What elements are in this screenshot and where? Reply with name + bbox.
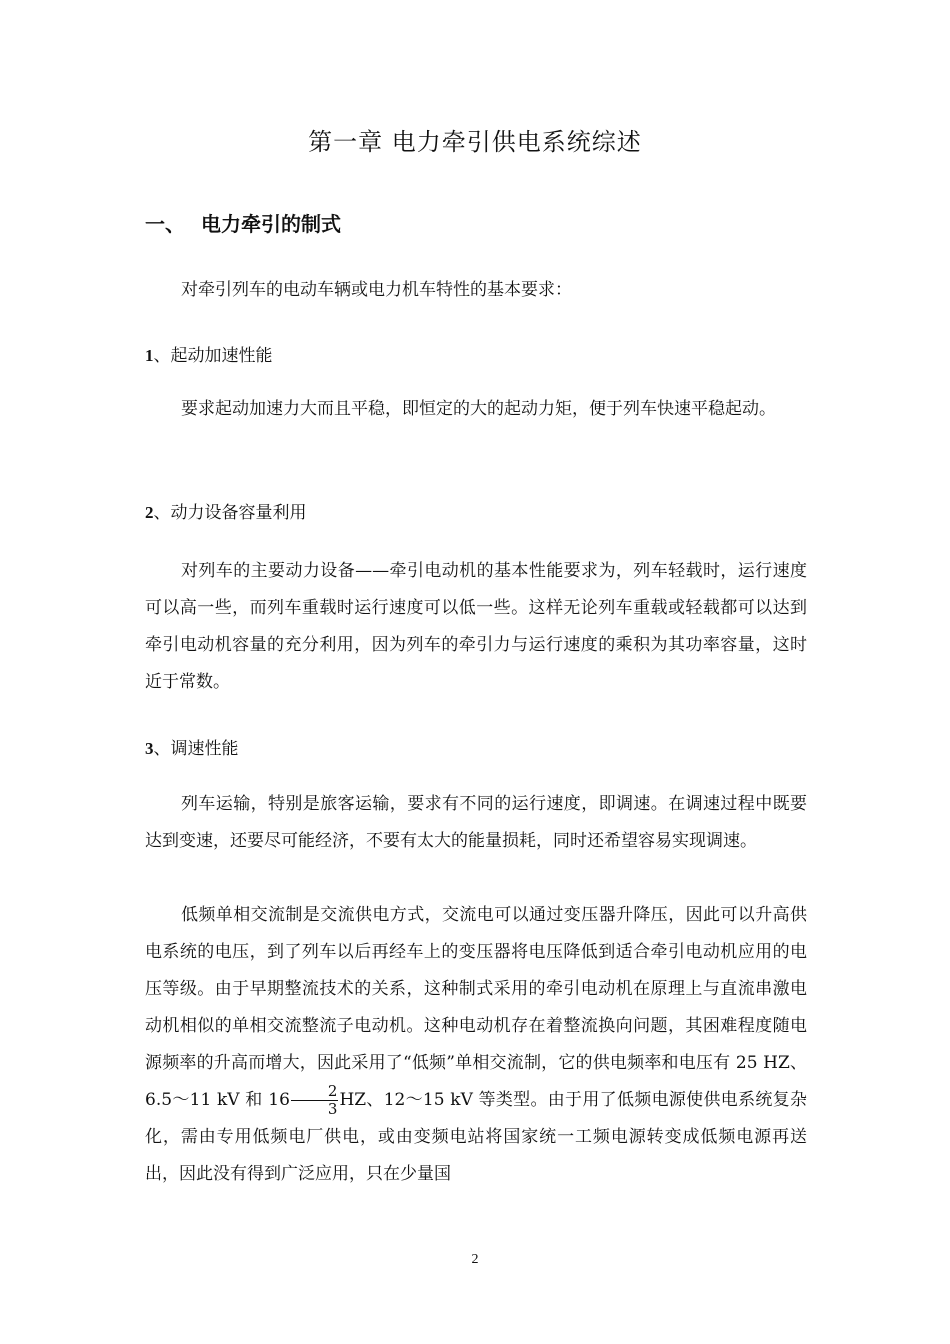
chapter-title: 第一章 电力牵引供电系统综述 (308, 128, 642, 156)
item2-label: 、动力设备容量利用 (153, 503, 307, 523)
section-title: 电力牵引的制式 (201, 212, 341, 236)
item1-label: 、起动加速性能 (153, 346, 273, 366)
low-frequency-paragraph (145, 897, 807, 1193)
page-number: 2 (471, 1252, 479, 1267)
item2-number: 2 (145, 503, 154, 522)
fraction-two-thirds (291, 1083, 339, 1118)
fraction-numerator: 2 (291, 1083, 339, 1101)
paragraph-text-before-fraction: 低频单相交流制是交流供电方式，交流电可以通过变压器升降压，因此可以升高供电系统的电压，到了列车以后再经车上的变压器将电压降低到适合牵引电动机应用的电压等级。由于早期整流技术的关系，这种制式采用的牵引电动机在原理上与直流串激电动机相似的单相交流整流子电动机。这种电动机存在着整流换向问题，其困难程度随电源频率的升高而增大，因此采用了“低频”单相交流制，它的供电频率和电压有 25 HZ、6.5～11 kV 和 16 (145, 905, 807, 1110)
fraction-denominator: 3 (327, 1100, 338, 1118)
item3-label: 、调速性能 (153, 739, 239, 759)
section-number: 一、 (145, 212, 185, 236)
item1-heading (145, 341, 273, 366)
section-heading (145, 208, 341, 237)
item3-paragraph: 列车运输，特别是旅客运输，要求有不同的运行速度，即调速。在调速过程中既要达到变速，还要尽可能经济，不要有太大的能量损耗，同时还希望容易实现调速。 (145, 794, 807, 851)
item1-number: 1 (145, 346, 154, 365)
item2-heading (145, 498, 307, 523)
paragraph-text-after-fraction: HZ、12～15 kV 等类型。由于用了低频电源使供电系统复杂化，需由专用低频电厂供电，或由变频电站将国家统一工频电源转变成低频电源再送出，因此没有得到广泛应用，只在少量国 (145, 1090, 807, 1184)
item1-paragraph: 要求起动加速力大而且平稳，即恒定的大的起动力矩，便于列车快速平稳起动。 (181, 399, 776, 419)
item3-number: 3 (145, 739, 154, 758)
intro-paragraph: 对牵引列车的电动车辆或电力机车特性的基本要求： (181, 280, 572, 300)
item2-paragraph: 对列车的主要动力设备——牵引电动机的基本性能要求为，列车轻载时，运行速度可以高一些，而列车重载时运行速度可以低一些。这样无论列车重载或轻载都可以达到牵引电动机容量的充分利用，因为列车的牵引力与运行速度的乘积为其功率容量，这时近于常数。 (145, 561, 807, 692)
item3-heading (145, 734, 239, 759)
